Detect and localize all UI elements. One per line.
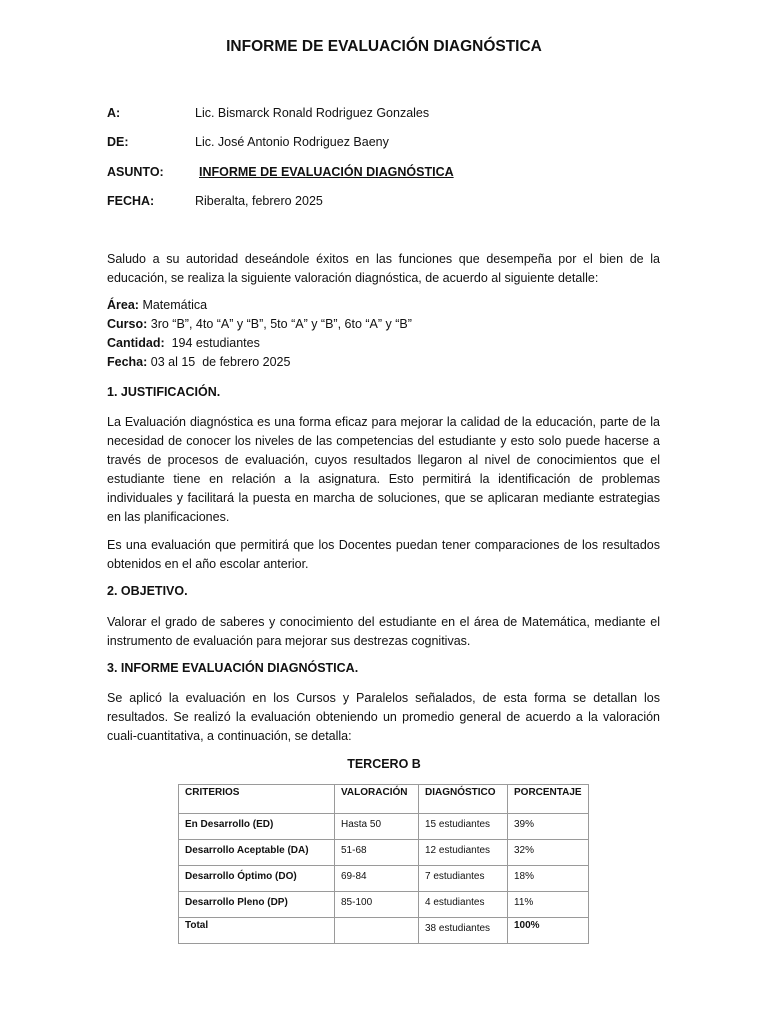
table-cell: 32%	[508, 840, 589, 866]
table-cell: 51-68	[335, 840, 419, 866]
table-cell: 38 estudiantes	[419, 918, 508, 944]
table-cell: 15 estudiantes	[419, 814, 508, 840]
justificacion-paragraph-1: La Evaluación diagnóstica es una forma eficaz para mejorar la calidad de la educación, parte de la necesidad de conocer los niveles de las competencias del estudiante y esto solo puede hacerse a través de procesos de evaluación, cuyos resultados llegaron al nivel de conocimientos que el estudiante tiene en relación a la asignatura. Esto permitirá la identificación de problemas individuales y facilitará la puesta en marcha de soluciones, que se aplicaran mediante estrategias en las planificaciones.	[107, 415, 660, 524]
header-label: FECHA:	[107, 194, 155, 208]
table-row	[179, 892, 589, 918]
section-title-informe: 3. INFORME EVALUACIÓN DIAGNÓSTICA.	[107, 661, 359, 675]
table-cell	[335, 918, 419, 944]
table-cell: 18%	[508, 866, 589, 892]
column-header: CRITERIOS	[179, 785, 335, 814]
table-cell: Desarrollo Pleno (DP)	[179, 892, 335, 918]
column-header: VALORACIÓN	[335, 785, 419, 814]
header-label: DE:	[107, 135, 129, 149]
table-cell: 85-100	[335, 892, 419, 918]
header-label: A:	[107, 106, 121, 120]
table-cell: 69-84	[335, 866, 419, 892]
table-total-row	[179, 918, 589, 944]
detail-value: 03 al 15 de febrero 2025	[147, 355, 291, 369]
table-cell: 4 estudiantes	[419, 892, 508, 918]
detail-label: Fecha:	[107, 355, 148, 369]
detail-area	[107, 298, 207, 312]
table-cell: Desarrollo Óptimo (DO)	[179, 866, 335, 892]
header-label: ASUNTO:	[107, 165, 164, 179]
table-header-row	[179, 785, 589, 814]
section-title-objetivo: 2. OBJETIVO.	[107, 584, 188, 598]
table-row	[179, 866, 589, 892]
table-title: TERCERO B	[347, 757, 421, 771]
detail-label: Cantidad:	[107, 336, 165, 350]
results-table	[178, 784, 589, 944]
section-title-justificacion: 1. JUSTIFICACIÓN.	[107, 385, 221, 399]
table-cell: 11%	[508, 892, 589, 918]
detail-value: 194 estudiantes	[164, 336, 260, 350]
table-cell: 39%	[508, 814, 589, 840]
informe-paragraph: Se aplicó la evaluación en los Cursos y Paralelos señalados, de esta forma se detallan los resultados. Se realizó la evaluación obteniendo un promedio general de acuerdo a la valoración cuali-cuantitativa, a continuación, se detalla:	[107, 691, 660, 743]
detail-quantity	[107, 336, 260, 350]
detail-label: Curso:	[107, 317, 148, 331]
table-cell: En Desarrollo (ED)	[179, 814, 335, 840]
intro-paragraph: Saludo a su autoridad deseándole éxitos en las funciones que desempeña por el bien de la educación, se realiza la siguiente valoración diagnóstica, de acuerdo al siguiente detalle:	[107, 252, 660, 285]
document-title: INFORME DE EVALUACIÓN DIAGNÓSTICA	[226, 38, 542, 55]
table-cell: 12 estudiantes	[419, 840, 508, 866]
detail-value: 3ro “B”, 4to “A” y “B”, 5to “A” y “B”, 6to “A” y “B”	[147, 317, 412, 331]
detail-date	[107, 355, 290, 369]
detail-course	[107, 317, 412, 331]
header-value: Riberalta, febrero 2025	[195, 194, 323, 208]
table-row	[179, 814, 589, 840]
detail-label: Área:	[107, 298, 139, 312]
table-cell: 100%	[508, 918, 589, 944]
header-value: INFORME DE EVALUACIÓN DIAGNÓSTICA	[199, 165, 454, 179]
table-cell: Total	[179, 918, 335, 944]
table-row	[179, 840, 589, 866]
table-cell: Desarrollo Aceptable (DA)	[179, 840, 335, 866]
detail-value: Matemática	[138, 298, 208, 312]
justificacion-paragraph-2: Es una evaluación que permitirá que los Docentes puedan tener comparaciones de los resultados obtenidos en el año escolar anterior.	[107, 538, 660, 571]
column-header: DIAGNÓSTICO	[419, 785, 508, 814]
header-value: Lic. Bismarck Ronald Rodriguez Gonzales	[195, 106, 430, 120]
header-value: Lic. José Antonio Rodriguez Baeny	[195, 135, 389, 149]
table-cell: Hasta 50	[335, 814, 419, 840]
objetivo-paragraph: Valorar el grado de saberes y conocimiento del estudiante en el área de Matemática, mediante el instrumento de evaluación para mejorar sus destrezas cognitivas.	[107, 615, 660, 648]
column-header: PORCENTAJE	[508, 785, 589, 814]
table-cell: 7 estudiantes	[419, 866, 508, 892]
